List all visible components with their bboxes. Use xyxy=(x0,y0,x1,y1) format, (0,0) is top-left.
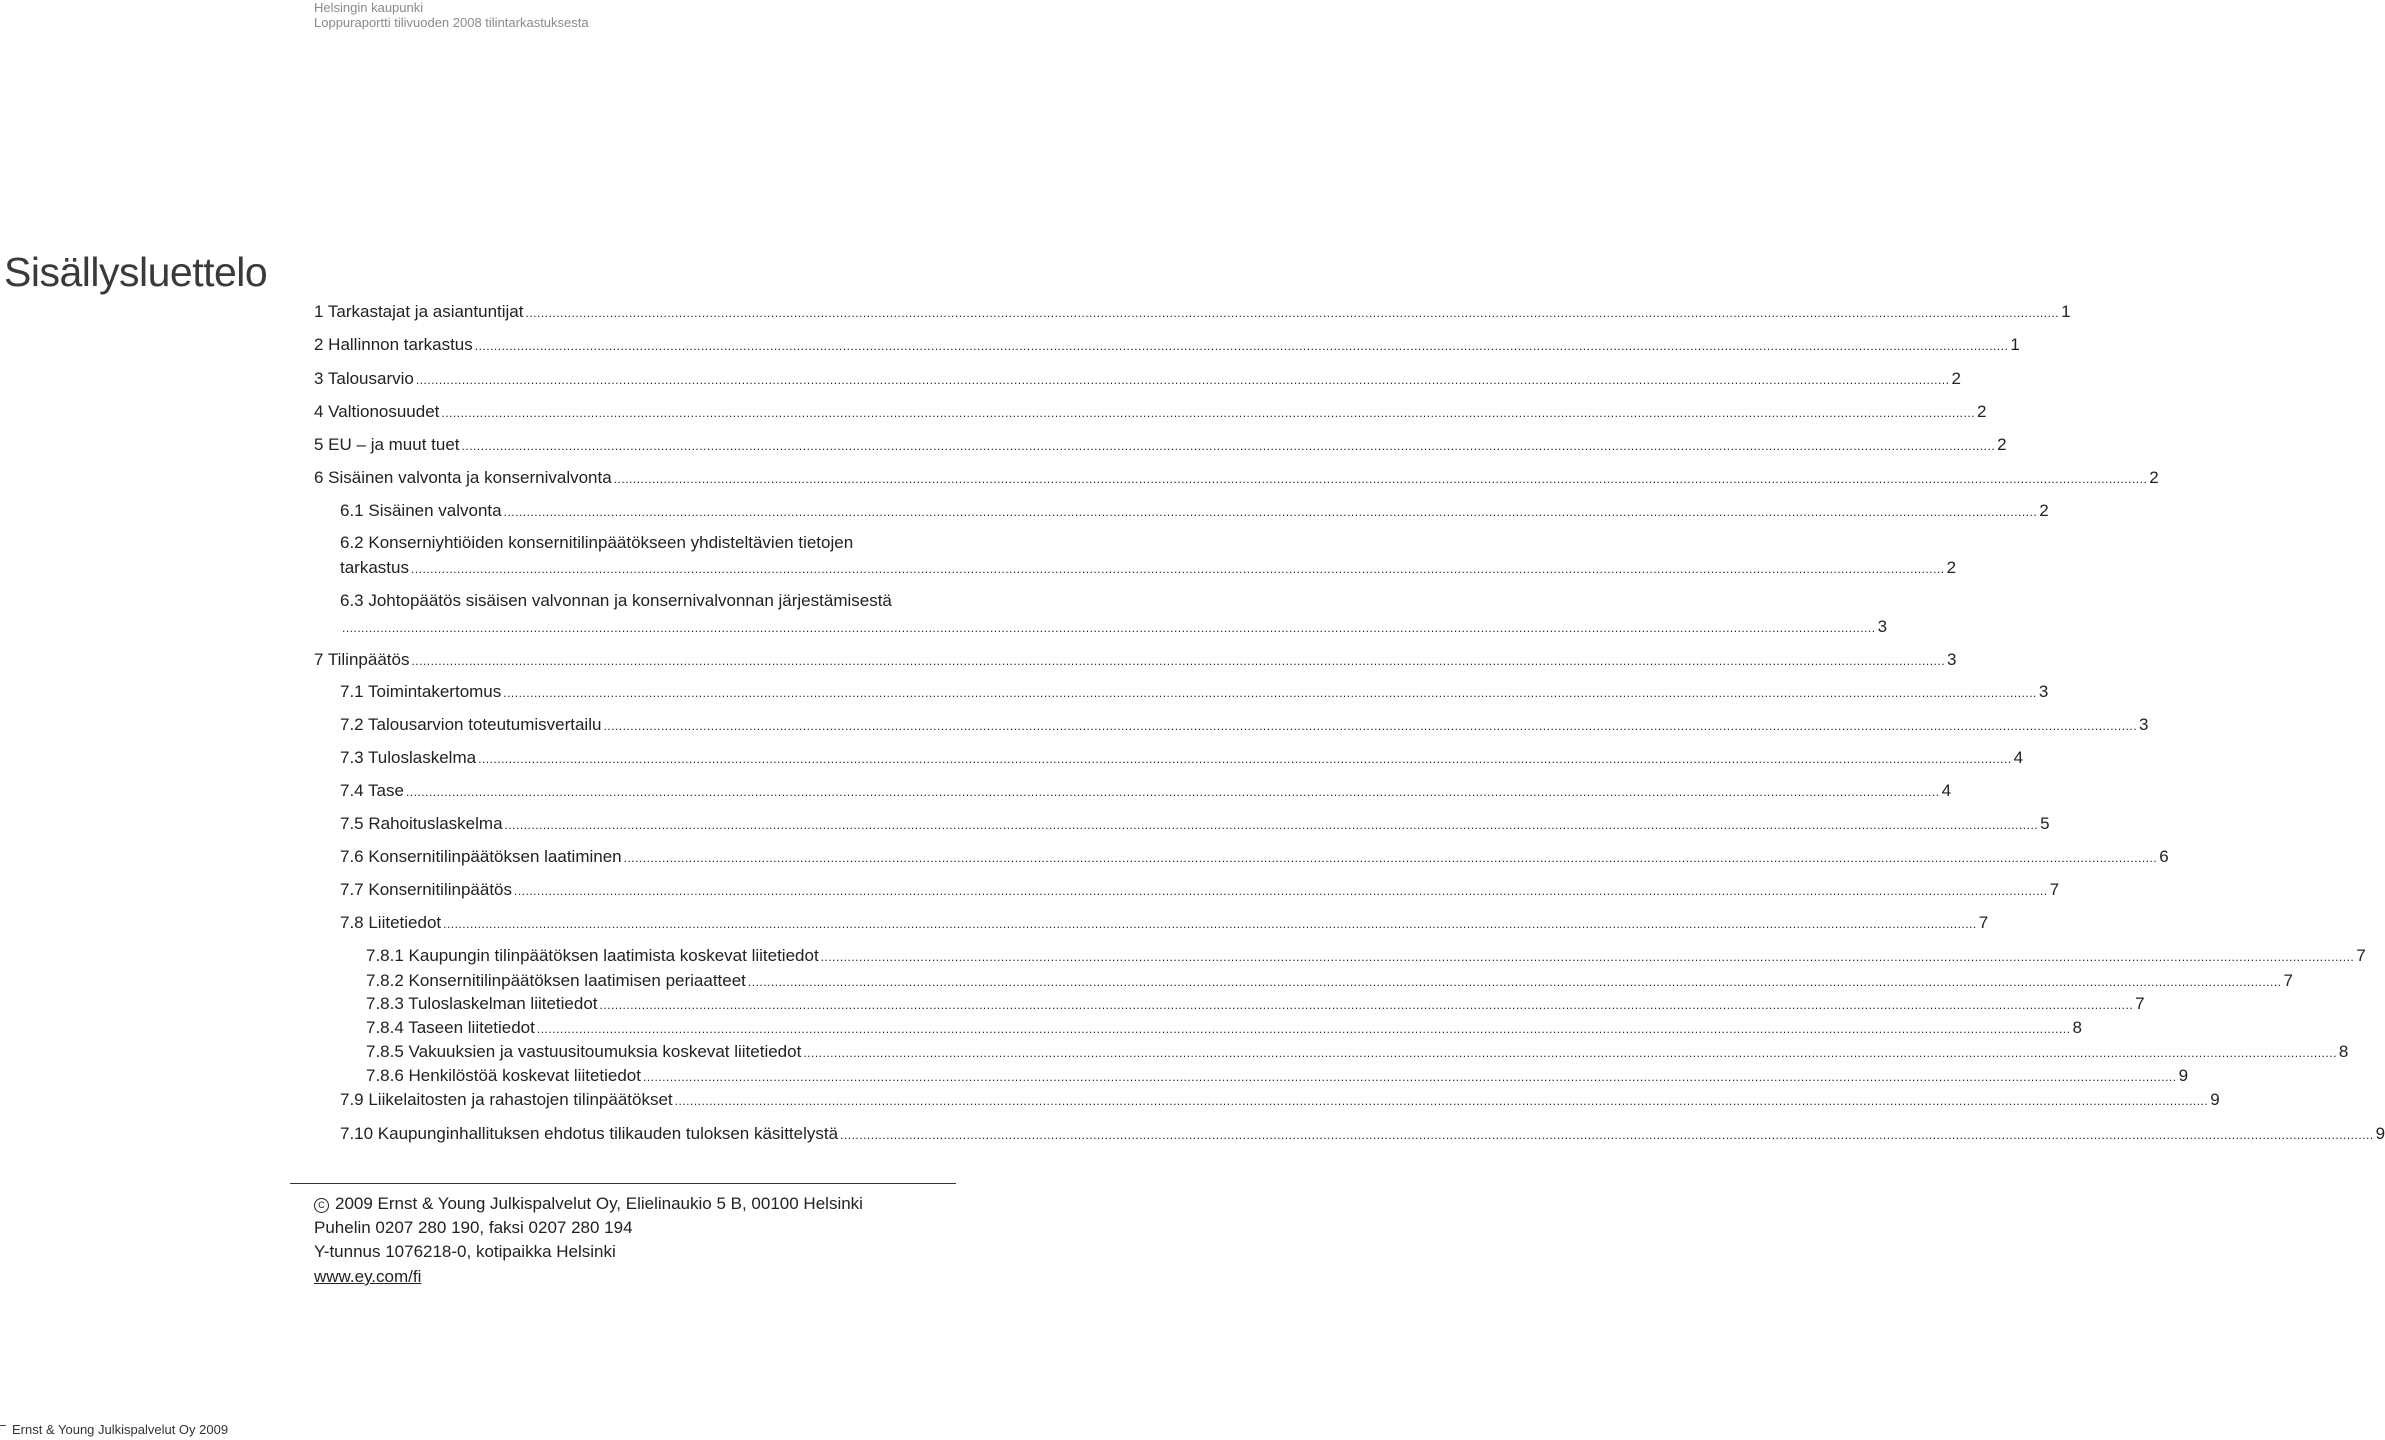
toc-entry-label: 7.4 Tase xyxy=(340,781,404,800)
toc-leader-dots: ................................................................................................................................................................................................................................................................................................................................................................................................................ xyxy=(441,406,1975,420)
toc-entry-label: 7.8.1 Kaupungin tilinpäätöksen laatimista koskevat liitetiedot xyxy=(366,946,819,965)
toc-entry[interactable] xyxy=(366,1042,2349,1063)
toc-entry[interactable] xyxy=(340,558,1957,579)
toc-entry[interactable] xyxy=(340,814,2050,835)
toc-entry[interactable] xyxy=(366,1018,2082,1039)
toc-entry[interactable] xyxy=(366,971,2293,992)
toc-leader-dots: ................................................................................................................................................................................................................................................................................................................................................................................................................ xyxy=(514,884,2048,898)
toc-page-number: 3 xyxy=(1947,650,1957,669)
toc-leader-dots: ................................................................................................................................................................................................................................................................................................................................................................................................................ xyxy=(461,439,1996,453)
toc-entry-label: 7 Tilinpäätös xyxy=(314,650,410,669)
footer-copyright-line xyxy=(314,1193,863,1215)
toc-page-number: 2 xyxy=(1997,435,2007,454)
toc-leader-dots: ................................................................................................................................................................................................................................................................................................................................................................................................................ xyxy=(405,785,1940,799)
footer-divider xyxy=(290,1183,956,1184)
toc-entry-label: 7.10 Kaupunginhallituksen ehdotus tilikauden tuloksen käsittelystä xyxy=(340,1124,839,1143)
toc-entry-label: 7.8.4 Taseen liitetiedot xyxy=(366,1018,535,1037)
toc-page-number: 9 xyxy=(2375,1124,2385,1143)
toc-entry[interactable] xyxy=(340,781,1952,802)
toc-entry-label: 7.8.6 Henkilöstöä koskevat liitetiedot xyxy=(366,1066,641,1085)
toc-entry[interactable] xyxy=(340,880,2060,901)
toc-leader-dots: ................................................................................................................................................................................................................................................................................................................................................................................................................ xyxy=(820,950,2355,964)
toc-page-number: 2 xyxy=(1977,402,1987,421)
toc-leader-dots: ................................................................................................................................................................................................................................................................................................................................................................................................................ xyxy=(474,339,2009,353)
toc-leader-dots: ................................................................................................................................................................................................................................................................................................................................................................................................................ xyxy=(504,818,2039,832)
toc-page-number: 2 xyxy=(1951,369,1961,388)
toc-page-number: 2 xyxy=(2039,501,2049,520)
header-report-title: Loppuraportti tilivuoden 2008 tilintarkastuksesta xyxy=(314,15,589,30)
toc-leader-dots: ................................................................................................................................................................................................................................................................................................................................................................................................................ xyxy=(603,719,2138,733)
toc-page-number: 7 xyxy=(1978,913,1989,932)
toc-page-number: 2 xyxy=(1946,558,1957,577)
toc-page-number: 1 xyxy=(2061,302,2071,321)
toc-entry[interactable] xyxy=(340,501,2049,522)
toc-page-number: 7 xyxy=(2135,994,2145,1013)
toc-leader-dots: ................................................................................................................................................................................................................................................................................................................................................................................................................ xyxy=(478,752,2012,766)
toc-entry[interactable] xyxy=(314,369,1961,390)
toc-page-number: 8 xyxy=(2072,1018,2082,1037)
toc-page-number: 9 xyxy=(2210,1090,2220,1109)
toc-leader-dots: ................................................................................................................................................................................................................................................................................................................................................................................................................ xyxy=(674,1094,2209,1108)
toc-leader-dots: ................................................................................................................................................................................................................................................................................................................................................................................................................ xyxy=(840,1128,2374,1142)
toc-page-number: 3 xyxy=(1877,617,1888,636)
toc-leader-dots: ................................................................................................................................................................................................................................................................................................................................................................................................................ xyxy=(613,472,2148,486)
toc-entry[interactable] xyxy=(366,946,2366,967)
toc-entry[interactable] xyxy=(314,302,2071,323)
toc-page-number: 4 xyxy=(1941,781,1952,800)
toc-entry-label[interactable]: 6.2 Konserniyhtiöiden konsernitilinpäätökseen yhdisteltävien tietojen xyxy=(340,533,854,552)
toc-entry[interactable] xyxy=(340,847,2169,868)
toc-page-number: 1 xyxy=(2010,335,2020,354)
toc-entry-label: 7.1 Toimintakertomus xyxy=(340,682,502,701)
toc-entry-label: 7.3 Tuloslaskelma xyxy=(340,748,477,767)
page-title: Sisällysluettelo xyxy=(4,249,268,295)
footer-company-address: 2009 Ernst & Young Julkispalvelut Oy, Elielinaukio 5 B, 00100 Helsinki xyxy=(335,1194,863,1213)
toc-page-number: 9 xyxy=(2178,1066,2189,1085)
footer-phone: Puhelin 0207 280 190, faksi 0207 280 194 xyxy=(314,1218,633,1237)
toc-page-number: 2 xyxy=(2149,468,2159,487)
toc-entry-label: 7.5 Rahoituslaskelma xyxy=(340,814,503,833)
toc-entry[interactable] xyxy=(314,335,2020,356)
footer-business-id: Y-tunnus 1076218-0, kotipaikka Helsinki xyxy=(314,1242,616,1261)
toc-page-number: 7 xyxy=(2283,971,2293,990)
toc-entry[interactable] xyxy=(340,715,2149,736)
toc-leader-dots: ................................................................................................................................................................................................................................................................................................................................................................................................................ xyxy=(503,686,2037,700)
toc-entry-label: 7.8.3 Tuloslaskelman liitetiedot xyxy=(366,994,598,1013)
toc-leader-dots: ................................................................................................................................................................................................................................................................................................................................................................................................................ xyxy=(443,917,1977,931)
toc-entry[interactable] xyxy=(340,1124,2385,1145)
toc-leader-dots: ................................................................................................................................................................................................................................................................................................................................................................................................................ xyxy=(536,1022,2071,1036)
toc-leader-dots: ................................................................................................................................................................................................................................................................................................................................................................................................................ xyxy=(503,505,2038,519)
toc-entry-label: 3 Talousarvio xyxy=(314,369,414,388)
toc-page-number: 3 xyxy=(2139,715,2149,734)
toc-entry[interactable] xyxy=(366,994,2145,1015)
toc-entry-label: 4 Valtionosuudet xyxy=(314,402,440,421)
toc-entry-label: 7.9 Liikelaitosten ja rahastojen tilinpäätökset xyxy=(340,1090,673,1109)
footer-website-link[interactable]: www.ey.com/fi xyxy=(314,1267,422,1286)
toc-entry-label: 7.6 Konsernitilinpäätöksen laatiminen xyxy=(340,847,622,866)
toc-entry-label: 6 Sisäinen valvonta ja konsernivalvonta xyxy=(314,468,612,487)
toc-entry-label: 5 EU – ja muut tuet xyxy=(314,435,460,454)
toc-entry-label: 7.8 Liitetiedot xyxy=(340,913,442,932)
toc-entry[interactable] xyxy=(314,468,2159,489)
toc-leader-dots: ................................................................................................................................................................................................................................................................................................................................................................................................................ xyxy=(410,562,1945,576)
toc-leader-dots: ................................................................................................................................................................................................................................................................................................................................................................................................................ xyxy=(599,998,2134,1012)
toc-leader-dots: ................................................................................................................................................................................................................................................................................................................................................................................................................ xyxy=(643,1070,2177,1084)
toc-entry-label: 7.8.5 Vakuuksien ja vastuusitoumuksia koskevat liitetiedot xyxy=(366,1042,802,1061)
toc-leader-dots: ................................................................................................................................................................................................................................................................................................................................................................................................................ xyxy=(525,306,2060,320)
toc-page-number: 3 xyxy=(2038,682,2049,701)
toc-entry[interactable] xyxy=(340,913,1989,934)
toc-entry[interactable] xyxy=(340,617,1888,638)
toc-entry-continuation: tarkastus xyxy=(340,558,409,577)
toc-entry[interactable] xyxy=(340,1090,2220,1111)
toc-page-number: 6 xyxy=(2159,847,2169,866)
toc-leader-dots: ................................................................................................................................................................................................................................................................................................................................................................................................................ xyxy=(415,373,1950,387)
toc-entry-label: 7.7 Konsernitilinpäätös xyxy=(340,880,513,899)
toc-leader-dots: ................................................................................................................................................................................................................................................................................................................................................................................................................ xyxy=(623,851,2158,865)
toc-entry[interactable] xyxy=(340,748,2024,769)
toc-entry[interactable] xyxy=(340,682,2049,703)
copyright-icon: C xyxy=(314,1198,329,1213)
toc-entry[interactable] xyxy=(314,650,1957,671)
toc-leader-dots: ................................................................................................................................................................................................................................................................................................................................................................................................................ xyxy=(342,621,1876,635)
toc-page-number: 5 xyxy=(2040,814,2050,833)
bottom-footer-text: Ernst & Young Julkispalvelut Oy 2009 xyxy=(12,1422,229,1437)
toc-page-number: 7 xyxy=(2356,946,2366,965)
toc-page-number: 4 xyxy=(2013,748,2024,767)
header-organization: Helsingin kaupunki xyxy=(314,0,424,15)
toc-entry[interactable] xyxy=(366,1066,2189,1087)
toc-entry[interactable] xyxy=(314,435,2007,456)
toc-entry-label: 7.8.2 Konsernitilinpäätöksen laatimisen periaatteet xyxy=(366,971,746,990)
bottom-dash xyxy=(0,1425,6,1426)
toc-page-number: 7 xyxy=(2049,880,2060,899)
toc-leader-dots: ................................................................................................................................................................................................................................................................................................................................................................................................................ xyxy=(803,1046,2337,1060)
toc-page-number: 8 xyxy=(2338,1042,2349,1061)
toc-entry-label: 6.1 Sisäinen valvonta xyxy=(340,501,502,520)
toc-entry-label: 1 Tarkastajat ja asiantuntijat xyxy=(314,302,524,321)
toc-entry[interactable] xyxy=(314,402,1987,423)
toc-entry-label: 7.2 Talousarvion toteutumisvertailu xyxy=(340,715,602,734)
toc-leader-dots: ................................................................................................................................................................................................................................................................................................................................................................................................................ xyxy=(747,975,2282,989)
toc-leader-dots: ................................................................................................................................................................................................................................................................................................................................................................................................................ xyxy=(411,654,1946,668)
toc-entry-label: 2 Hallinnon tarkastus xyxy=(314,335,473,354)
toc-entry-label[interactable]: 6.3 Johtopäätös sisäisen valvonnan ja konsernivalvonnan järjestämisestä xyxy=(340,591,892,610)
